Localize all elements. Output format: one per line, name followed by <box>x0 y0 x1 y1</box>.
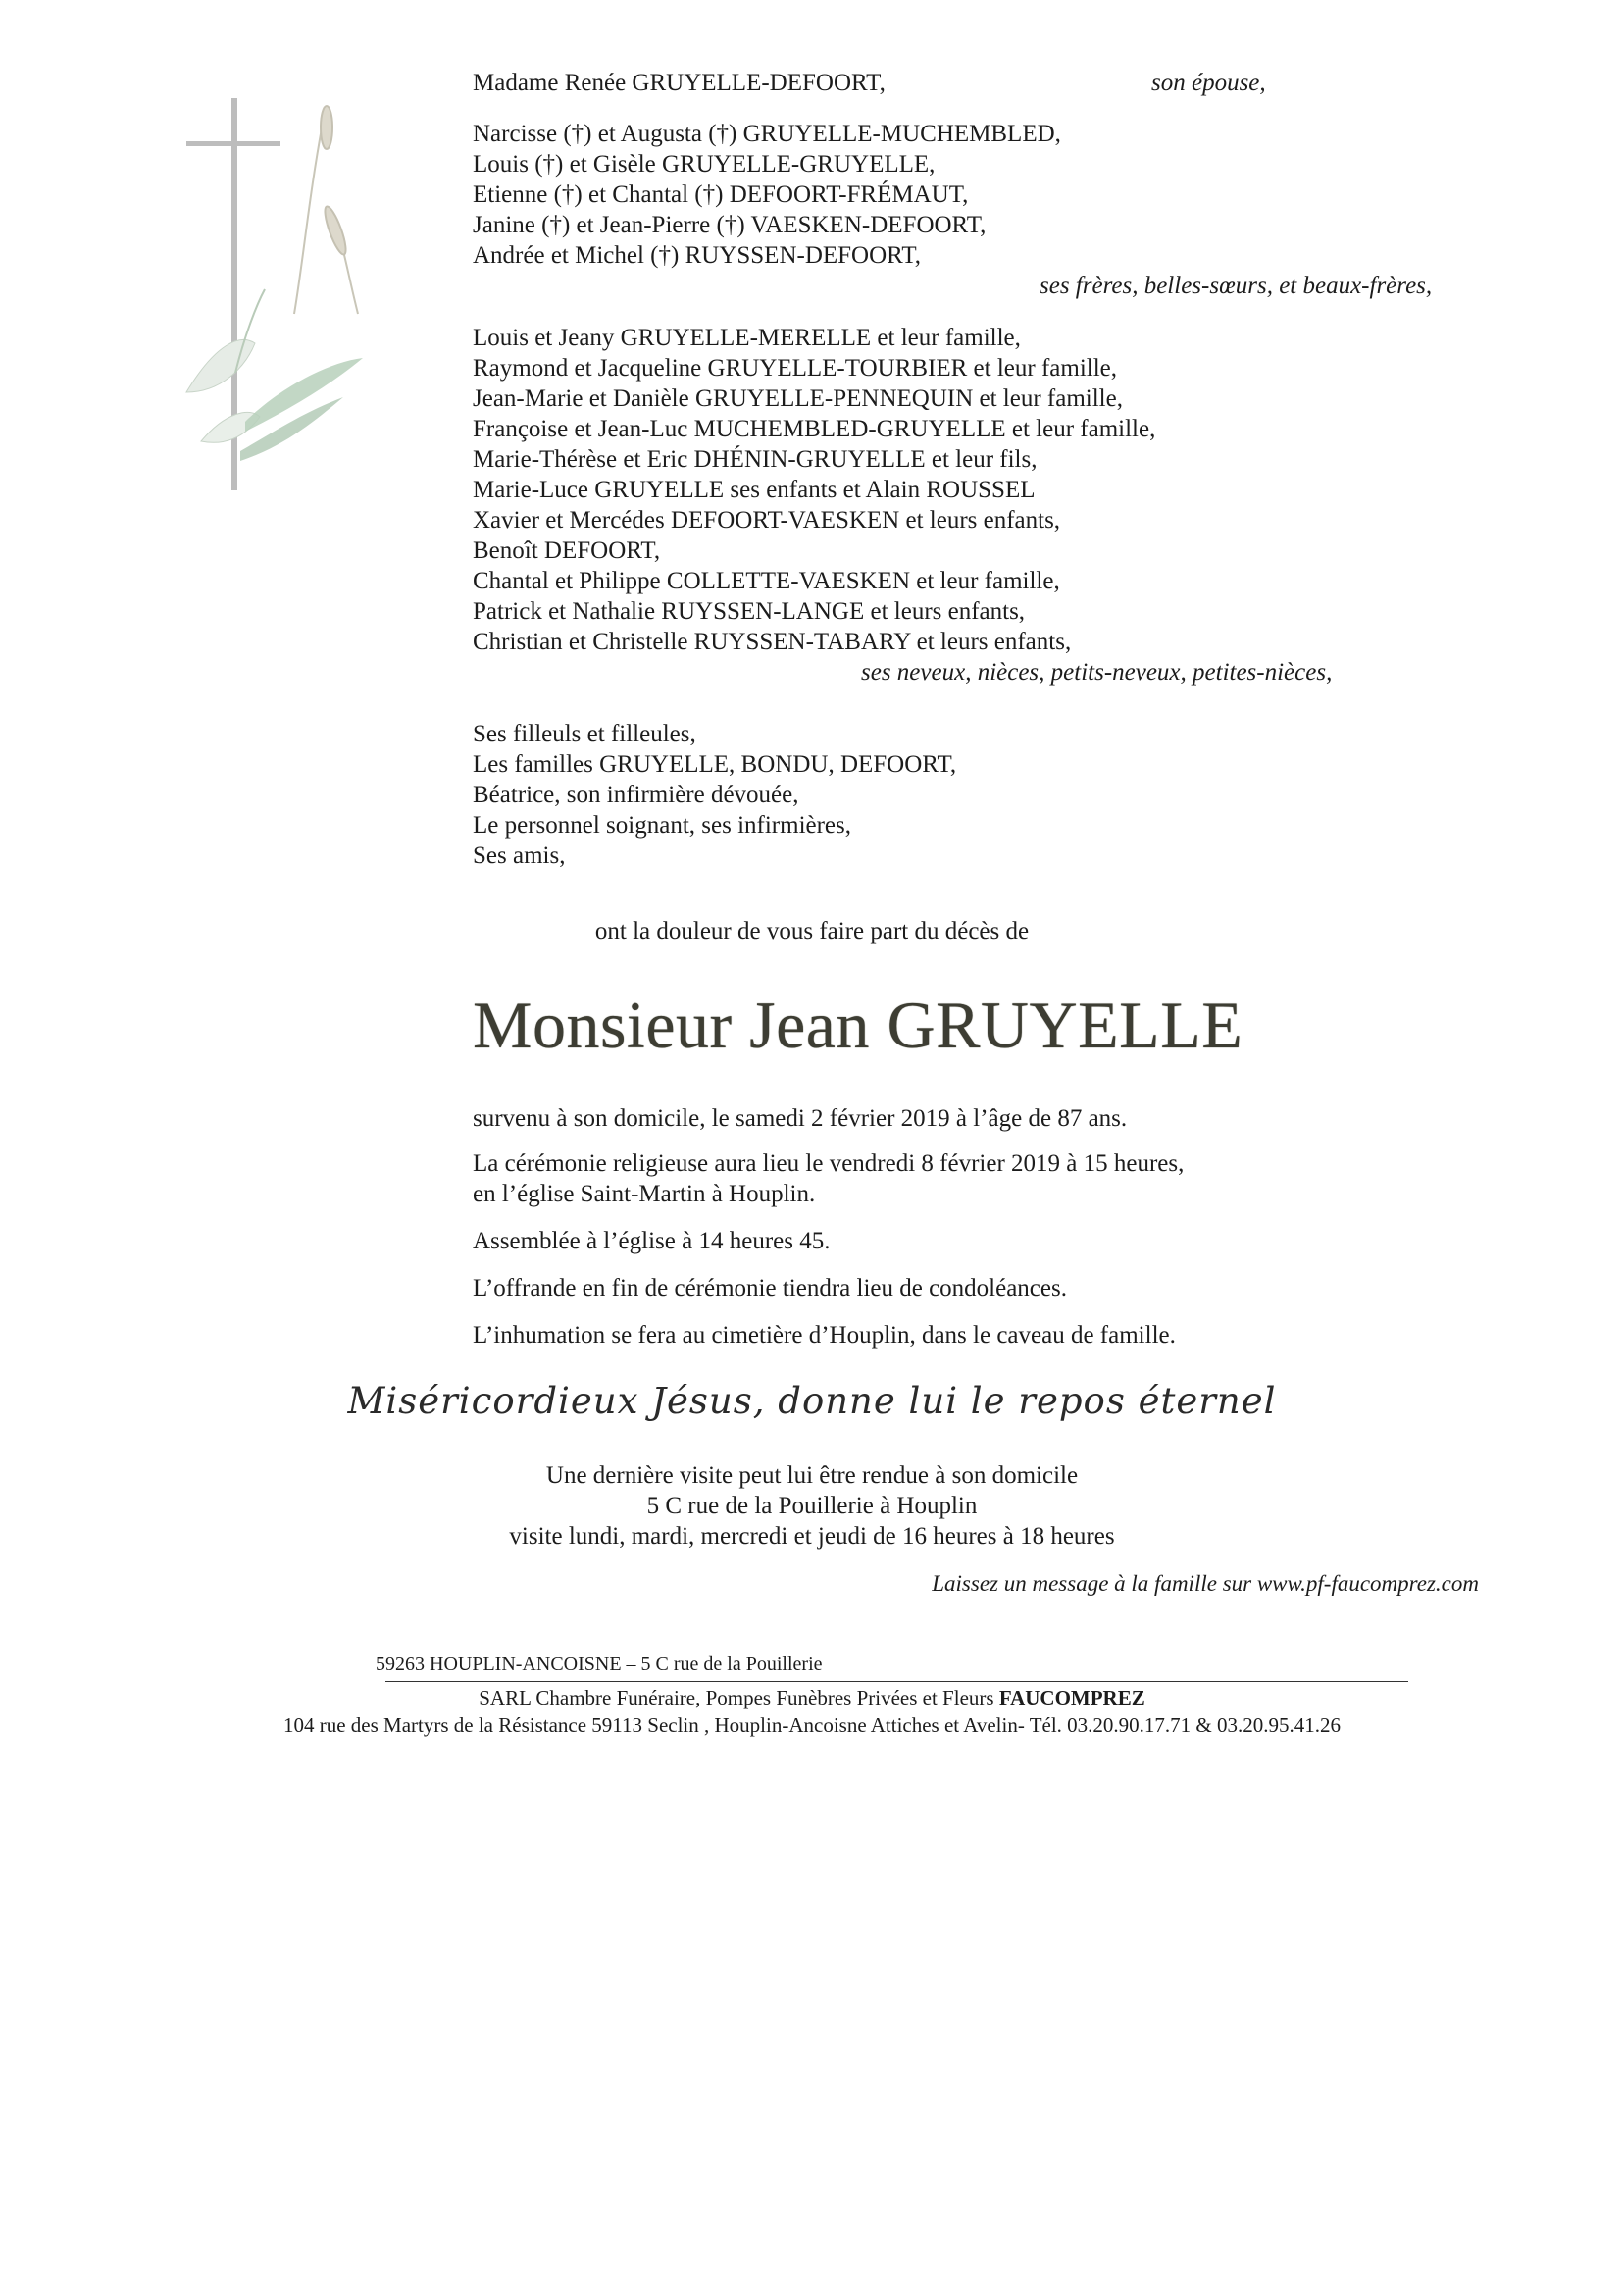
deceased-name: Monsieur Jean GRUYELLE <box>473 988 1243 1062</box>
prayer: Miséricordieux Jésus, donne lui le repos éternel <box>347 1380 1277 1422</box>
list-item: Patrick et Nathalie RUYSSEN-LANGE et leurs enfants, <box>473 598 1026 625</box>
spouse-name: Madame Renée GRUYELLE-DEFOORT, <box>473 70 886 96</box>
offering-info: L’offrande en fin de cérémonie tiendra lieu de condoléances. <box>473 1275 1067 1301</box>
ceremony-info: La cérémonie religieuse aura lieu le vendredi 8 février 2019 à 15 heures, <box>473 1150 1185 1177</box>
list-item: Marie-Luce GRUYELLE ses enfants et Alain ROUSSEL <box>473 477 1036 503</box>
death-info: survenu à son domicile, le samedi 2 février 2019 à l’âge de 87 ans. <box>473 1105 1128 1132</box>
ceremony-place: en l’église Saint-Martin à Houplin. <box>473 1181 816 1207</box>
company-name: FAUCOMPREZ <box>998 1686 1145 1709</box>
assembly-info: Assemblée à l’église à 14 heures 45. <box>473 1228 831 1254</box>
list-item: Andrée et Michel (†) RUYSSEN-DEFOORT, <box>473 242 921 269</box>
spouse-relation: son épouse, <box>1151 70 1266 96</box>
siblings-relation: ses frères, belles-sœurs, et beaux-frères, <box>1040 273 1433 299</box>
nephews-relation: ses neveux, nièces, petits-neveux, petites-nièces, <box>861 659 1333 686</box>
burial-info: L’inhumation se fera au cimetière d’Houplin, dans le caveau de famille. <box>473 1322 1176 1349</box>
list-item: Christian et Christelle RUYSSEN-TABARY et leurs enfants, <box>473 629 1072 655</box>
lily-icon <box>186 289 363 461</box>
list-item: Les familles GRUYELLE, BONDU, DEFOORT, <box>473 751 957 778</box>
wheat-icon <box>294 106 358 314</box>
list-item: Narcisse (†) et Augusta (†) GRUYELLE-MUCHEMBLED, <box>473 121 1061 147</box>
company-description: SARL Chambre Funéraire, Pompes Funèbres Privées et Fleurs <box>479 1686 999 1709</box>
footer-divider <box>385 1681 1408 1682</box>
list-item: Louis et Jeany GRUYELLE-MERELLE et leur famille, <box>473 325 1021 351</box>
list-item: Marie-Thérèse et Eric DHÉNIN-GRUYELLE et leur fils, <box>473 446 1038 473</box>
footer-address: 59263 HOUPLIN-ANCOISNE – 5 C rue de la Pouillerie <box>376 1654 823 1675</box>
list-item: Ses filleuls et filleules, <box>473 721 696 747</box>
visit-hours: visite lundi, mardi, mercredi et jeudi de 16 heures à 18 heures <box>509 1523 1115 1550</box>
list-item: Ses amis, <box>473 842 566 869</box>
list-item: Xavier et Mercédes DEFOORT-VAESKEN et leurs enfants, <box>473 507 1061 534</box>
list-item: Chantal et Philippe COLLETTE-VAESKEN et leur famille, <box>473 568 1060 594</box>
visit-line: Une dernière visite peut lui être rendue à son domicile <box>545 1462 1079 1489</box>
announcement: ont la douleur de vous faire part du décès de <box>594 918 1030 944</box>
visit-address: 5 C rue de la Pouillerie à Houplin <box>646 1493 978 1519</box>
list-item: Janine (†) et Jean-Pierre (†) VAESKEN-DEFOORT, <box>473 212 987 238</box>
footer-company <box>0 1685 1624 1710</box>
list-item: Benoît DEFOORT, <box>473 537 661 564</box>
list-item: Etienne (†) et Chantal (†) DEFOORT-FRÉMAUT, <box>473 181 969 208</box>
list-item: Béatrice, son infirmière dévouée, <box>473 782 799 808</box>
footer-contact: 104 rue des Martyrs de la Résistance 59113 Seclin , Houplin-Ancoisne Attiches et Avelin- Tél. 03.20.90.17.71 & 03.20.95.41.26 <box>282 1713 1342 1737</box>
list-item: Françoise et Jean-Luc MUCHEMBLED-GRUYELLE et leur famille, <box>473 416 1156 442</box>
list-item: Jean-Marie et Danièle GRUYELLE-PENNEQUIN et leur famille, <box>473 385 1123 412</box>
list-item: Le personnel soignant, ses infirmières, <box>473 812 852 839</box>
message-link[interactable]: Laissez un message à la famille sur www.pf-faucomprez.com <box>932 1571 1479 1596</box>
cross-lily-decoration <box>147 98 382 490</box>
list-item: Raymond et Jacqueline GRUYELLE-TOURBIER et leur famille, <box>473 355 1118 382</box>
list-item: Louis (†) et Gisèle GRUYELLE-GRUYELLE, <box>473 151 936 178</box>
